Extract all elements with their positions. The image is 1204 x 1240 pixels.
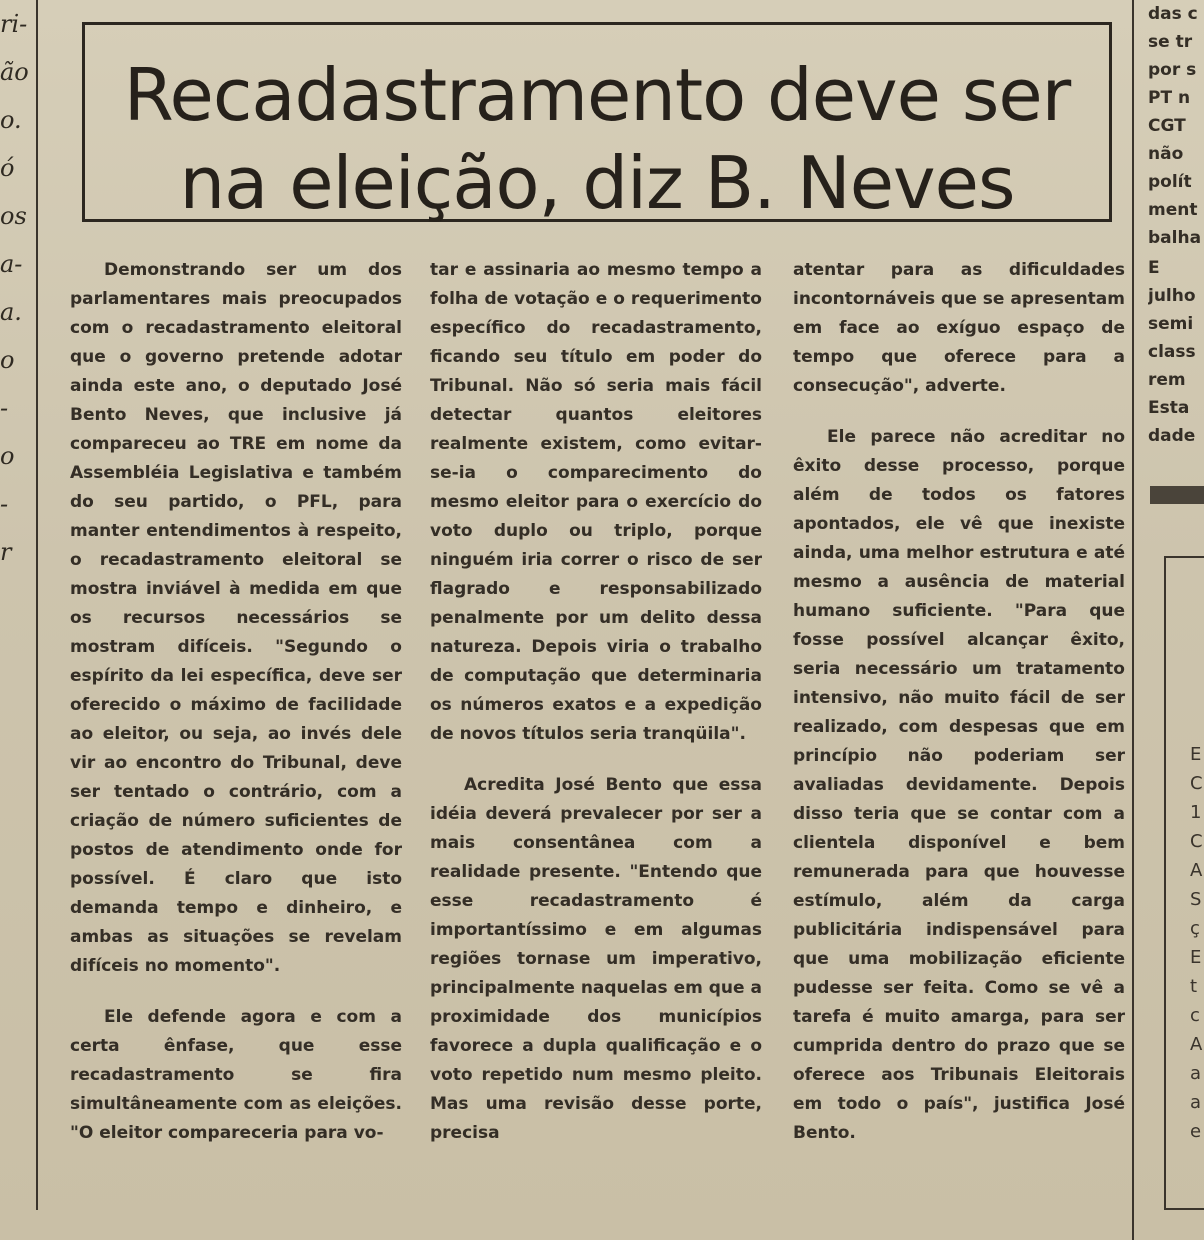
margin-fragment: o <box>0 442 15 470</box>
article-column-3 <box>793 256 1125 1170</box>
margin-fragment: a <box>1190 1063 1202 1084</box>
margin-fragment: A <box>1190 1034 1203 1055</box>
margin-fragment: e <box>1190 1121 1202 1142</box>
margin-fragment: c <box>1190 1005 1200 1026</box>
margin-fragment: CGT <box>1148 116 1186 136</box>
margin-fragment: das c <box>1148 4 1198 24</box>
article-paragraph: Demonstrando ser um dos parlamentares mais preocupados com o recadastramento eleitoral que o governo pretende adotar ainda este ano, o deputado José Bento Neves, que inclusive já compareceu ao TRE em nome da Assembléia Legislativa e também do seu partido, o PFL, para manter entendimentos à respeito, o recadastramento eleitoral se mostra inviável à medida em que os recursos necessários se mostram difíceis. "Segundo o espírito da lei específica, deve ser oferecido o máximo de facilidade ao eleitor, ou seja, ao invés dele vir ao encontro do Tribunal, deve ser tentado o contrário, com a criação de número suficientes de postos de atendimento onde for possível. É claro que isto demanda tempo e dinheiro, e ambas as situações se revelam difíceis no momento". <box>70 260 402 976</box>
margin-fragment: a. <box>0 298 22 326</box>
margin-fragment: a- <box>0 250 23 278</box>
margin-fragment: ri- <box>0 10 28 38</box>
article-column-2 <box>430 256 762 1170</box>
margin-fragment: class <box>1148 342 1196 362</box>
margin-fragment: C <box>1190 773 1203 794</box>
headline-box <box>82 22 1112 225</box>
article-paragraph: Ele defende agora e com a certa ênfase, que esse recadastramento se fira simultâneamente com as eleições. "O eleitor compareceria para vo- <box>70 1007 402 1143</box>
margin-fragment: ó <box>0 154 15 182</box>
column-rule-right <box>1132 0 1134 1240</box>
margin-fragment: semi <box>1148 314 1194 334</box>
margin-fragment: E <box>1190 947 1202 968</box>
article-paragraph: Ele parece não acreditar no êxito desse processo, porque além de todos os fatores apontados, ele vê que inexiste ainda, uma melhor estrutura e até mesmo a ausência de material humano suficiente. "Para que fosse possível alcançar êxito, seria necessário um tratamento intensivo, não muito fácil de ser realizado, com despesas que em princípio não poderiam ser avaliadas devidamente. Depois disso teria que se contar com a clientela disponível e bem remunerada para que houvesse estímulo, além da carga publicitária indispensável para que uma mobilização eficiente pudesse ser feita. Como se vê a tarefa é muito amarga, para ser cumprida dentro do prazo que se oferece aos Tribunais Eleitorais em todo o país", justifica José Bento. <box>793 427 1125 1143</box>
margin-fragment: julho <box>1148 286 1196 306</box>
margin-fragment: não <box>1148 144 1184 164</box>
article-paragraph: tar e assinaria ao mesmo tempo a folha de votação e o requerimento específico do recadastramento, ficando seu título em poder do Tribunal. Não só seria mais fácil detectar quantos eleitores realmente existem, como evitar-se-ia o comparecimento do mesmo eleitor para o exercício do voto duplo ou triplo, porque ninguém iria correr o risco de ser flagrado e responsabilizado penalmente por um delito dessa natureza. Depois viria o trabalho de computação que determinaria os números exatos e a expedição de novos títulos seria tranqüila". <box>430 260 762 744</box>
margin-fragment: PT n <box>1148 88 1191 108</box>
margin-fragment: a <box>1190 1092 1202 1113</box>
margin-fragment: - <box>0 490 9 518</box>
margin-fragment: ment <box>1148 200 1198 220</box>
margin-fragment: o. <box>0 106 22 134</box>
margin-fragment: rem <box>1148 370 1186 390</box>
margin-fragment: se tr <box>1148 32 1193 52</box>
margin-fragment: E <box>1148 258 1160 278</box>
article-paragraph: atentar para as dificuldades incontornáveis que se apresentam em face ao exíguo espaço de tempo que oferece para a consecução", adverte. <box>793 260 1125 396</box>
margin-fragment: C <box>1190 831 1203 852</box>
headline <box>85 25 1109 227</box>
margin-fragment: 1 <box>1190 802 1202 823</box>
margin-fragment: S <box>1190 889 1202 910</box>
article-paragraph: Acredita José Bento que essa idéia deverá prevalecer por ser a mais consentânea com a realidade presente. "Entendo que esse recadastramento é importantíssimo e em algumas regiões tornase um imperativo, principalmente naquelas em que a proximidade dos municípios favorece a dupla qualificação e o voto repetido num mesmo pleito. Mas uma revisão desse porte, precisa <box>430 775 762 1143</box>
article-column-1 <box>70 256 402 1170</box>
margin-fragment: os <box>0 202 27 230</box>
margin-fragment: ç <box>1190 918 1200 939</box>
margin-fragment: dade <box>1148 426 1196 446</box>
headline-line-2: na eleição, diz B. Neves <box>179 141 1015 225</box>
left-margin-fragments <box>0 10 30 586</box>
margin-fragment: o <box>0 346 15 374</box>
margin-fragment: A <box>1190 860 1203 881</box>
margin-fragment: balha <box>1148 228 1202 248</box>
margin-fragment: polít <box>1148 172 1192 192</box>
margin-fragment: t <box>1190 976 1198 997</box>
margin-fragment: por s <box>1148 60 1197 80</box>
margin-fragment: r <box>0 538 12 566</box>
margin-fragment: - <box>0 394 9 422</box>
black-bar <box>1150 486 1204 504</box>
headline-line-1: Recadastramento deve ser <box>123 53 1071 137</box>
margin-fragment: ão <box>0 58 29 86</box>
margin-fragment: E <box>1190 744 1202 765</box>
margin-fragment: Esta <box>1148 398 1190 418</box>
frame-letter-fragments <box>1190 740 1204 1146</box>
column-rule-left <box>36 0 38 1210</box>
